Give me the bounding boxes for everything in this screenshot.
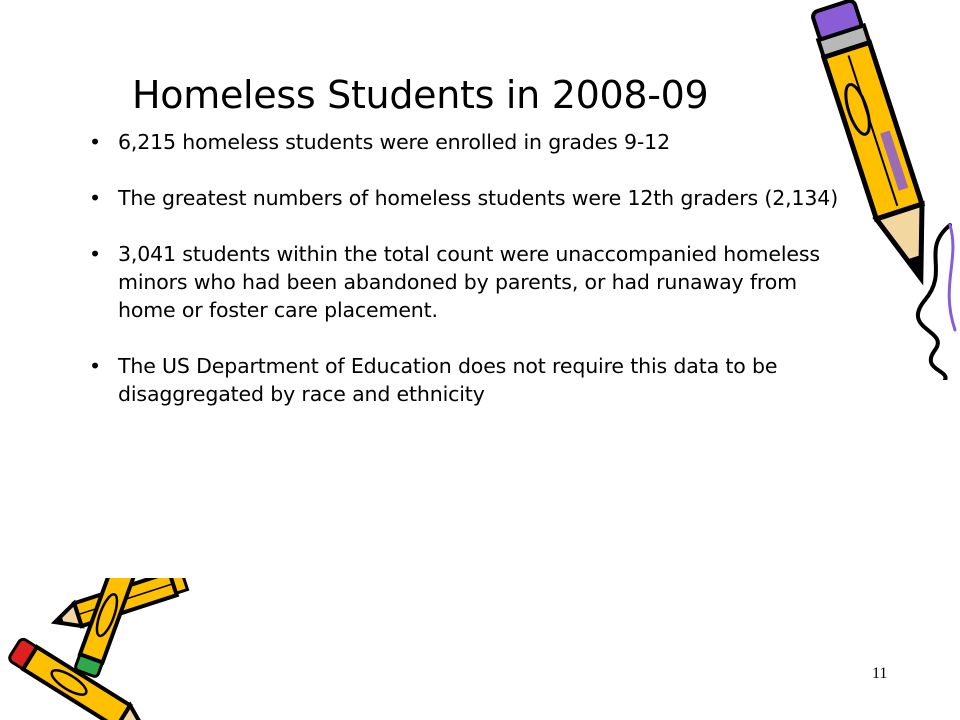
bullet-item: [84, 128, 844, 156]
bullet-glyph: •: [89, 354, 101, 378]
pencil-icon: [800, 0, 960, 380]
slide-title: Homeless Students in 2008-09: [132, 73, 709, 117]
bullet-text: 6,215 homeless students were enrolled in grades 9-12: [118, 130, 670, 154]
bullet-glyph: •: [89, 130, 101, 154]
bullet-text: The greatest numbers of homeless students were 12th graders (2,134): [118, 186, 839, 210]
bullet-list: [84, 128, 844, 436]
bullet-glyph: •: [89, 186, 101, 210]
bullet-item: [84, 240, 844, 324]
bullet-item: [84, 352, 844, 408]
bullet-text: The US Department of Education does not require this data to be disaggregated by race and ethnicity: [118, 354, 778, 406]
pencils-icon: [0, 578, 200, 720]
bullet-text: 3,041 students within the total count were unaccompanied homeless minors who had been abandoned by parents, or had runaway from home or foster care placement.: [118, 242, 820, 322]
bullet-item: [84, 184, 844, 212]
page-number: 11: [872, 665, 888, 682]
bullet-glyph: •: [89, 242, 101, 266]
